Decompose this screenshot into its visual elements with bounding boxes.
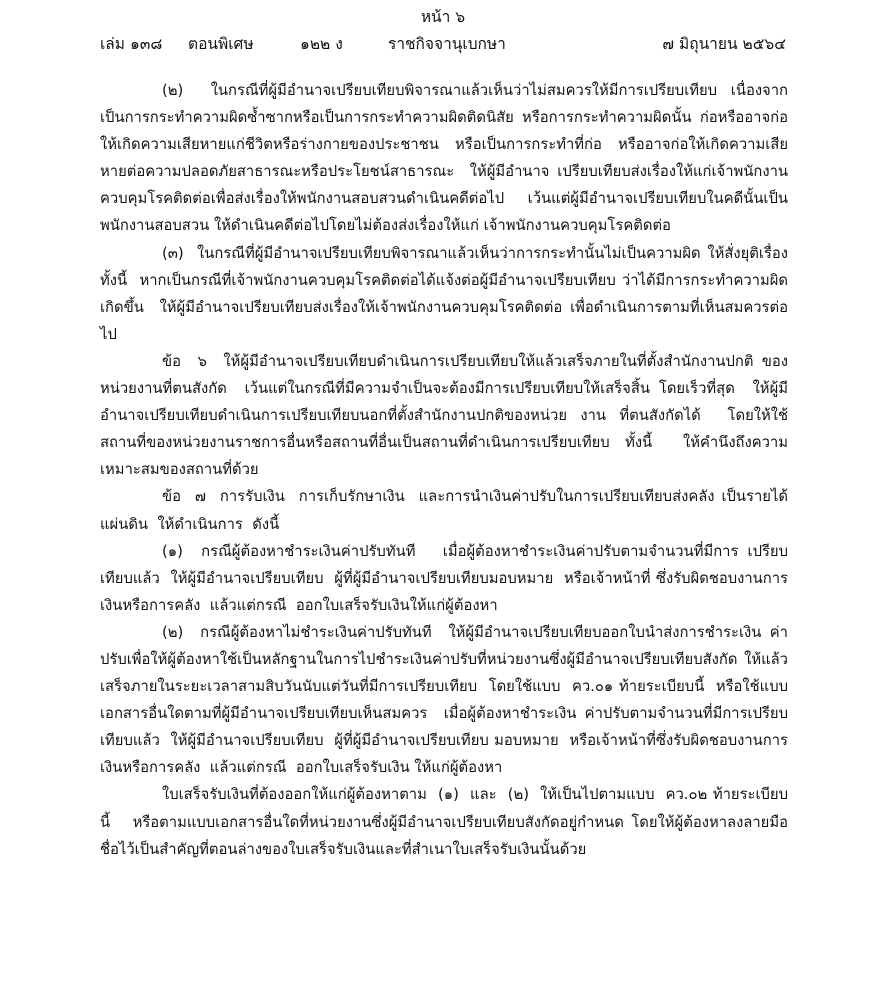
gazette-header xyxy=(100,32,786,56)
header-date: ๗ มิถุนายน ๒๕๖๔ xyxy=(662,35,786,53)
header-number: ๑๒๒ ง xyxy=(300,35,343,53)
paragraph-clause-5-3: (๓) ในกรณีที่ผู้มีอำนาจเปรียบเทียบพิจารณาแล้วเห็นว่าการกระทำนั้นไม่เป็นความผิด ให้สั่งยุติเรื่อง ทั้งนี้ หากเป็นกรณีที่เจ้าพนักงานควบคุมโรคติดต่อได้แจ้งต่อผู้มีอำนาจเปรียบเทียบ ว่าได้มีการกระทำความผิดเกิดขึ้น ให้ผู้มีอำนาจเปรียบเทียบส่งเรื่องให้เจ้าพนักงานควบคุมโรคติดต่อ เพื่อดำเนินการตามที่เห็นสมควรต่อไป xyxy=(100,244,798,343)
header-section: ตอนพิเศษ xyxy=(188,35,254,53)
paragraph-clause-5-2: (๒) ในกรณีที่ผู้มีอำนาจเปรียบเทียบพิจารณาแล้วเห็นว่าไม่สมควรให้มีการเปรียบเทียบ เนื่องจากเป็นการกระทำความผิดซ้ำซากหรือเป็นการกระทำความผิดติดนิสัย หรือการกระทำความผิดนั้น ก่อหรืออาจก่อให้เกิดความเสียหายแก่ชีวิตหรือร่างกายของประชาชน หรือเป็นการกระทำที่ก่อ หรืออาจก่อให้เกิดความเสียหายต่อความปลอดภัยสาธารณะหรือประโยชน์สาธารณะ ให้ผู้มีอำนาจ เปรียบเทียบส่งเรื่องให้แก่เจ้าพนักงานควบคุมโรคติดต่อเพื่อส่งเรื่องให้พนักงานสอบสวนดำเนินคดีต่อไป เว้นแต่ผู้มีอำนาจเปรียบเทียบในคดีนั้นเป็นพนักงานสอบสวน ให้ดำเนินคดีต่อไปโดยไม่ต้องส่งเรื่องให้แก่ เจ้าพนักงานควบคุมโรคติดต่อ xyxy=(100,82,788,235)
paragraph-clause-7-2: (๒) กรณีผู้ต้องหาไม่ชำระเงินค่าปรับทันที ให้ผู้มีอำนาจเปรียบเทียบออกใบนำส่งการชำระเงิน ค่าปรับเพื่อให้ผู้ต้องหาใช้เป็นหลักฐานในการไปชำระเงินค่าปรับที่หน่วยงานซึ่งผู้มีอำนาจเปรียบเทียบสังกัด ให้แล้วเสร็จภายในระยะเวลาสามสิบวันนับแต่วันที่มีการเปรียบเทียบ โดยใช้แบบ คว.๐๑ ท้ายระเบียบนี้ หรือใช้แบบเอกสารอื่นใดตามที่ผู้มีอำนาจเปรียบเทียบเห็นสมควร เมื่อผู้ต้องหาชำระเงิน ค่าปรับตามจำนวนที่มีการเปรียบเทียบแล้ว ให้ผู้มีอำนาจเปรียบเทียบ ผู้ที่ผู้มีอำนาจเปรียบเทียบ มอบหมาย หรือเจ้าหน้าที่ซึ่งรับผิดชอบงานการเงินหรือการคลัง แล้วแต่กรณี ออกใบเสร็จรับเงิน ให้แก่ผู้ต้องหา xyxy=(100,623,788,777)
document-body xyxy=(100,77,798,863)
header-gazette-title: ราชกิจจานุเบกษา xyxy=(388,35,506,53)
paragraph-clause-7-1: (๑) กรณีผู้ต้องหาชำระเงินค่าปรับทันที เมื่อผู้ต้องหาชำระเงินค่าปรับตามจำนวนที่มีการ เปรียบเทียบแล้ว ให้ผู้มีอำนาจเปรียบเทียบ ผู้ที่ผู้มีอำนาจเปรียบเทียบมอบหมาย หรือเจ้าหน้าที่ ซึ่งรับผิดชอบงานการเงินหรือการคลัง แล้วแต่กรณี ออกใบเสร็จรับเงินให้แก่ผู้ต้องหา xyxy=(100,542,788,614)
header-volume: เล่ม ๑๓๘ xyxy=(100,35,163,53)
paragraph-clause-6: ข้อ ๖ ให้ผู้มีอำนาจเปรียบเทียบดำเนินการเปรียบเทียบให้แล้วเสร็จภายในที่ตั้งสำนักงานปกติ ของหน่วยงานที่ตนสังกัด เว้นแต่ในกรณีที่มีความจำเป็นจะต้องมีการเปรียบเทียบให้เสร็จสิ้น โดยเร็วที่สุด ให้ผู้มีอำนาจเปรียบเทียบดำเนินการเปรียบเทียบนอกที่ตั้งสำนักงานปกติของหน่วย งาน ที่ตนสังกัดได้ โดยให้ใช้สถานที่ของหน่วยงานราชการอื่นหรือสถานที่อื่นเป็นสถานที่ดำเนินการเปรียบเทียบ ทั้งนี้ ให้คำนึงถึงความเหมาะสมของสถานที่ด้วย xyxy=(100,352,788,479)
page-number: หน้า ๖ xyxy=(420,8,466,26)
paragraph-clause-7: ข้อ ๗ การรับเงิน การเก็บรักษาเงิน และการนำเงินค่าปรับในการเปรียบเทียบส่งคลัง เป็นรายได้แผ่นดิน ให้ดำเนินการ ดังนี้ xyxy=(100,488,788,533)
paragraph-receipt: ใบเสร็จรับเงินที่ต้องออกให้แก่ผู้ต้องหาตาม (๑) และ (๒) ให้เป็นไปตามแบบ คว.๐๒ ท้ายระเบียบนี้ หรือตามแบบเอกสารอื่นใดที่หน่วยงานซึ่งผู้มีอำนาจเปรียบเทียบสังกัดอยู่กำหนด โดยให้ผู้ต้องหาลงลายมือชื่อไว้เป็นสำคัญที่ตอนล่างของใบเสร็จรับเงินและที่สำเนาใบเสร็จรับเงินนั้นด้วย xyxy=(100,786,788,858)
